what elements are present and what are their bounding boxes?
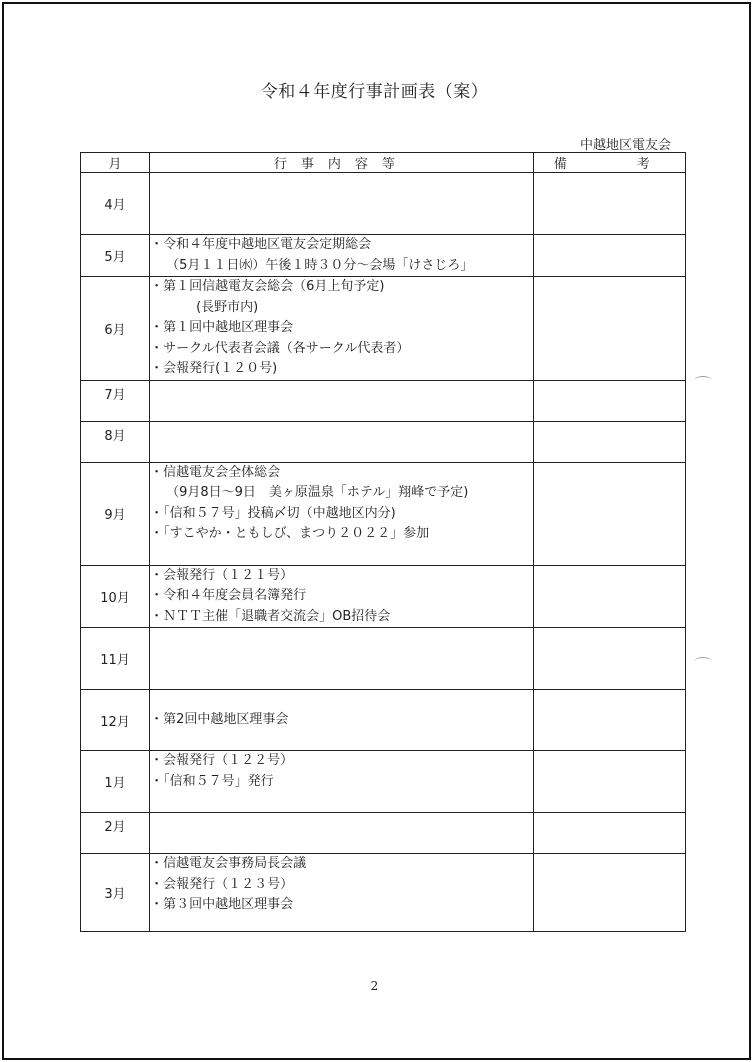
header-notes: [533, 153, 685, 173]
event-item: ・令和４年度中越地区電友会定期総会: [150, 237, 372, 252]
page-number: 2: [370, 979, 379, 993]
event-item: ・｢信和５７号」投稿〆切（中越地区内分): [150, 505, 396, 521]
event-item-detail: （5月１１日㈬）午後１時３０分～会場「けさじろ」: [166, 257, 474, 273]
header-content: [150, 153, 534, 173]
row-notes: [533, 173, 685, 235]
row-content: [150, 565, 534, 628]
row-month: 2月: [81, 813, 150, 854]
row-notes: [533, 235, 685, 277]
row-content: [150, 690, 534, 751]
row-notes: [533, 751, 685, 813]
row-month: 5月: [81, 235, 150, 277]
scan-mark: [694, 376, 712, 385]
event-item: ・第３回中越地区理事会: [150, 897, 294, 912]
event-item: ・第2回中越地区理事会: [150, 711, 289, 727]
row-month: 4月: [81, 173, 150, 235]
event-item: ・会報発行（１２３号）: [150, 876, 294, 892]
row-month: 7月: [81, 380, 150, 421]
event-item-detail: (長野市内): [196, 299, 259, 315]
table-row: [81, 854, 686, 932]
table-row: [81, 813, 686, 854]
header-content-label: 行事内容等: [273, 157, 409, 172]
table-row: [81, 277, 686, 381]
row-content: [150, 813, 534, 854]
row-content: [150, 751, 534, 813]
row-month: 10月: [81, 565, 150, 628]
row-notes: [533, 565, 685, 628]
row-notes: [533, 854, 685, 932]
table-row: [81, 690, 686, 751]
table-row: [81, 235, 686, 277]
row-month: 3月: [81, 854, 150, 932]
event-item: ・会報発行(１２０号): [150, 361, 278, 376]
event-item: ・会報発行（１２２号）: [150, 753, 294, 768]
event-item: ・ＮＴＴ主催「退職者交流会」OB招待会: [150, 608, 391, 624]
header-notes-char-2: 考: [636, 157, 650, 172]
row-content: [150, 462, 534, 565]
row-month: 6月: [81, 277, 150, 381]
header-notes-char-1: 備: [553, 157, 567, 172]
row-notes: [533, 462, 685, 565]
table-row: [81, 380, 686, 421]
event-item: ・第１回信越電友会総会（6月上旬予定): [150, 279, 385, 294]
row-month: 9月: [81, 462, 150, 565]
event-item: ・会報発行（１２１号）: [150, 567, 294, 583]
organization-name: 中越地区電友会: [579, 138, 671, 153]
event-item: ・サークル代表者会議（各サークル代表者）: [150, 340, 410, 356]
event-item: ・信越電友会事務局長会議: [150, 856, 307, 871]
event-item: ・令和４年度会員名簿発行: [150, 588, 307, 603]
table-row: [81, 173, 686, 235]
event-item: ・信越電友会全体総会: [150, 464, 281, 480]
row-notes: [533, 277, 685, 381]
table-row: [81, 462, 686, 565]
row-notes: [533, 421, 685, 462]
row-content: [150, 628, 534, 690]
table-row: [81, 421, 686, 462]
row-month: 11月: [81, 628, 150, 690]
row-month: 8月: [81, 421, 150, 462]
row-notes: [533, 628, 685, 690]
row-notes: [533, 690, 685, 751]
row-content: [150, 173, 534, 235]
row-content: [150, 235, 534, 277]
event-item: ・第１回中越地区理事会: [150, 320, 294, 335]
event-schedule-table: [80, 152, 686, 932]
row-content: [150, 277, 534, 381]
row-notes: [533, 813, 685, 854]
row-notes: [533, 380, 685, 421]
table-row: [81, 751, 686, 813]
event-item: ・｢信和５７号」発行: [150, 773, 274, 789]
document-title: 令和４年度行事計画表（案）: [260, 82, 489, 102]
row-month: 1月: [81, 751, 150, 813]
event-item: ・「すこやか・ともしび、まつり２０２２」参加: [150, 526, 430, 541]
row-content: [150, 380, 534, 421]
header-month: 月: [81, 153, 150, 173]
table-row: [81, 628, 686, 690]
scan-mark: [694, 657, 712, 666]
row-content: [150, 854, 534, 932]
table-row: [81, 565, 686, 628]
row-month: 12月: [81, 690, 150, 751]
event-item-detail: （9月8日～9日 美ヶ原温泉「ホテル」翔峰で予定): [166, 485, 469, 500]
table-header-row: [81, 153, 686, 173]
row-content: [150, 421, 534, 462]
